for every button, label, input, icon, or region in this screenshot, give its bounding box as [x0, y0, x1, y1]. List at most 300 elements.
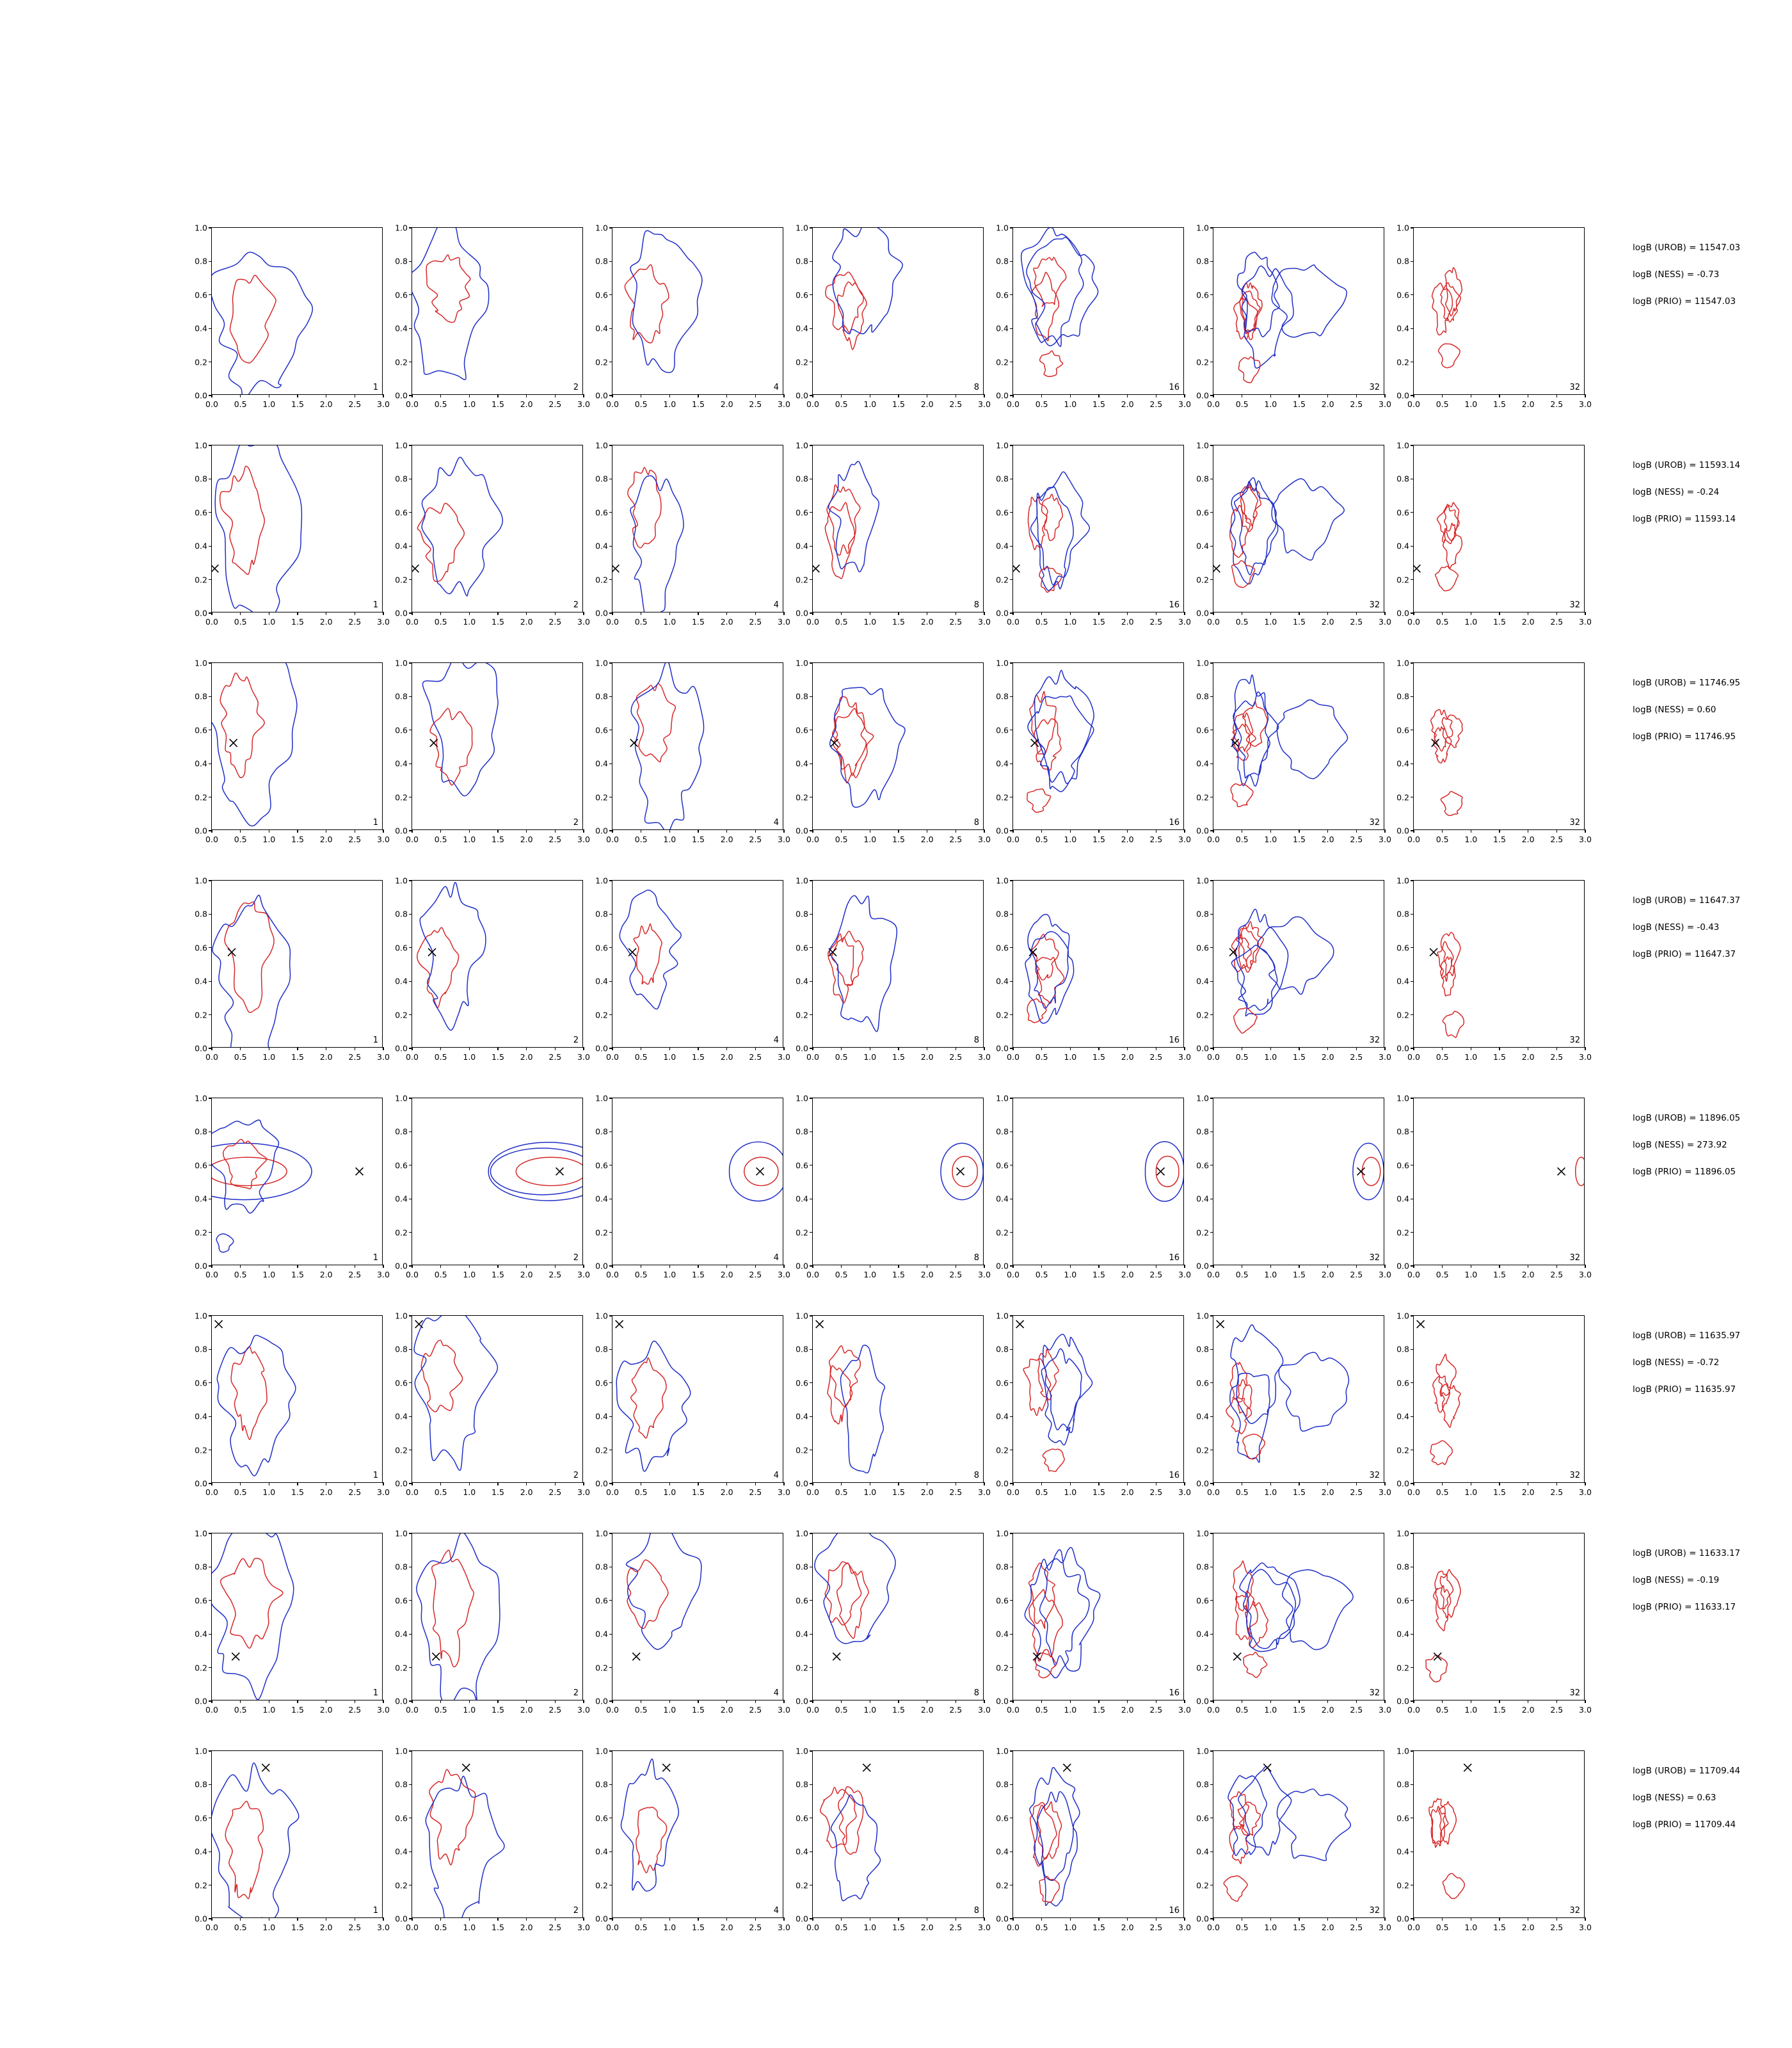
contour-urob	[1230, 506, 1251, 557]
y-axis-tick-mark	[810, 1784, 813, 1785]
contour-panel	[1396, 1311, 1592, 1497]
x-axis-tick-label: 1.5	[291, 617, 304, 627]
y-axis-tick-label: 1.0	[996, 440, 1009, 451]
x-axis-tick-mark	[898, 1482, 899, 1485]
x-axis-tick-label: 0.0	[205, 1270, 218, 1279]
logb-annotation: logB (UROB) = 11709.44	[1633, 1766, 1741, 1776]
y-axis-tick-label: 1.0	[796, 1311, 808, 1321]
panel-nlive-label: 4	[773, 1906, 779, 1916]
x-axis-tick-label: 2.0	[720, 1923, 733, 1932]
y-axis-tick-mark	[1010, 328, 1013, 329]
contour-ness	[217, 1335, 296, 1476]
contour-urob	[1156, 1156, 1179, 1187]
x-axis-tick-mark	[469, 1047, 470, 1050]
x-axis-tick-mark	[1127, 394, 1128, 397]
x-axis-tick-label: 2.0	[319, 835, 333, 844]
y-axis-tick-mark	[1010, 1232, 1013, 1233]
y-axis-tick-label: 0.6	[1196, 508, 1209, 518]
x-axis-tick-mark	[1356, 1917, 1357, 1921]
x-axis-tick-label: 3.0	[1379, 617, 1391, 627]
x-axis-tick-label: 0.0	[606, 617, 619, 627]
y-axis-tick-label: 1.0	[1196, 1311, 1209, 1321]
x-axis-tick-mark	[526, 1047, 527, 1050]
x-axis-tick-label: 2.5	[1550, 1923, 1564, 1932]
x-axis-tick-label: 0.0	[205, 1923, 218, 1932]
y-axis-tick-mark	[409, 696, 412, 697]
x-axis-tick-label: 1.5	[892, 617, 905, 627]
y-axis-tick-label: 0.2	[1396, 792, 1409, 803]
contour-urob	[825, 1562, 861, 1625]
panel-nlive-label: 4	[773, 600, 779, 610]
y-axis-tick-label: 0.6	[1396, 1596, 1409, 1606]
x-axis-tick-mark	[1184, 1265, 1185, 1268]
x-axis-tick-label: 3.0	[377, 1270, 390, 1279]
contour-urob	[212, 1157, 287, 1185]
y-axis-tick-label: 0.0	[1196, 1696, 1209, 1706]
y-axis-tick-label: 0.8	[796, 256, 808, 266]
y-axis-tick-label: 0.0	[996, 1478, 1009, 1489]
truth-marker-x	[863, 1764, 870, 1772]
truth-marker-x	[816, 1320, 824, 1328]
y-axis-tick-label: 0.4	[796, 1411, 808, 1421]
y-axis-tick-label: 0.8	[1196, 256, 1209, 266]
y-axis-tick-label: 0.0	[996, 1261, 1009, 1271]
x-axis-tick-mark	[1556, 1917, 1557, 1921]
x-axis-tick-label: 0.0	[1007, 1487, 1020, 1497]
contour-ness	[212, 1763, 299, 1917]
contour-panel	[1396, 1746, 1592, 1932]
x-axis-tick-mark	[841, 612, 842, 615]
y-axis-tick-label: 0.8	[996, 256, 1009, 266]
y-axis-tick-label: 0.8	[1396, 256, 1409, 266]
y-axis-tick-label: 0.6	[1396, 1813, 1409, 1823]
y-axis-tick-mark	[209, 1750, 212, 1751]
x-axis-tick-label: 1.5	[1293, 1052, 1306, 1062]
x-axis-tick-label: 3.0	[1178, 1270, 1191, 1279]
x-axis-tick-label: 0.5	[835, 399, 848, 409]
x-axis-tick-label: 0.5	[1235, 1705, 1249, 1715]
contour-urob	[231, 1347, 267, 1439]
truth-marker-x	[1157, 1167, 1165, 1175]
y-axis-tick-label: 0.4	[1196, 976, 1209, 986]
x-axis-tick-mark	[440, 1917, 441, 1921]
y-axis-tick-label: 0.0	[1396, 1043, 1409, 1053]
x-axis-tick-label: 0.0	[1007, 1923, 1020, 1932]
y-axis-tick-mark	[409, 981, 412, 982]
y-axis-tick-mark	[810, 1014, 813, 1015]
x-axis-tick-label: 2.5	[348, 1052, 362, 1062]
x-axis-tick-label: 2.0	[520, 1052, 533, 1062]
x-axis-tick-label: 3.0	[1579, 399, 1592, 409]
x-axis-tick-mark	[1184, 829, 1185, 833]
x-axis-tick-label: 2.5	[1550, 1270, 1564, 1279]
x-axis-tick-mark	[783, 394, 784, 397]
x-axis-tick-mark	[240, 1482, 241, 1485]
x-axis-tick-label: 1.5	[892, 399, 905, 409]
panel-nlive-label: 4	[773, 1471, 779, 1480]
y-axis-tick-label: 0.2	[395, 1010, 408, 1020]
logb-annotation: logB (NESS) = 0.60	[1633, 705, 1716, 715]
contour-panel	[195, 440, 390, 627]
x-axis-tick-label: 1.0	[1464, 1923, 1478, 1932]
contour-urob	[1039, 1876, 1059, 1903]
x-axis-tick-label: 2.0	[1121, 1270, 1134, 1279]
x-axis-tick-label: 1.5	[692, 1923, 705, 1932]
y-axis-tick-label: 0.4	[395, 541, 408, 551]
x-axis-tick-label: 1.5	[892, 1705, 905, 1715]
contour-urob	[220, 466, 265, 574]
x-axis-tick-label: 0.5	[835, 1487, 848, 1497]
y-axis-tick-label: 0.0	[996, 826, 1009, 836]
x-axis-tick-mark	[726, 394, 727, 397]
y-axis-tick-label: 0.4	[395, 758, 408, 769]
x-axis-tick-label: 0.5	[1436, 1487, 1449, 1497]
x-axis-tick-label: 0.0	[606, 1052, 619, 1062]
x-axis-tick-label: 2.0	[520, 1487, 533, 1497]
y-axis-tick-mark	[609, 1667, 612, 1668]
x-axis-tick-label: 0.5	[1235, 1923, 1249, 1932]
y-axis-tick-mark	[1411, 914, 1414, 915]
x-axis-tick-label: 2.0	[520, 1705, 533, 1715]
x-axis-tick-label: 3.0	[778, 1487, 790, 1497]
y-axis-tick-mark	[1411, 546, 1414, 547]
x-axis-tick-mark	[211, 829, 212, 833]
panel-nlive-label: 32	[1369, 1036, 1380, 1045]
x-axis-tick-label: 0.5	[1035, 1705, 1048, 1715]
x-axis-tick-label: 2.5	[548, 1270, 562, 1279]
x-axis-tick-mark	[1327, 394, 1328, 397]
y-axis-tick-mark	[1411, 261, 1414, 262]
y-axis-tick-mark	[209, 227, 212, 228]
x-axis-tick-mark	[755, 1700, 756, 1703]
y-axis-tick-label: 0.2	[1196, 1663, 1209, 1673]
x-axis-tick-label: 3.0	[1178, 1923, 1191, 1932]
x-axis-tick-label: 2.5	[1350, 835, 1363, 844]
contour-panel	[395, 1093, 590, 1279]
x-axis-tick-label: 2.5	[1350, 617, 1363, 627]
y-axis-tick-mark	[209, 1667, 212, 1668]
x-axis-tick-mark	[240, 1917, 241, 1921]
y-axis-tick-label: 1.0	[195, 876, 207, 886]
y-axis-tick-label: 0.8	[195, 1779, 207, 1789]
x-axis-tick-mark	[1127, 1482, 1128, 1485]
contour-urob	[634, 924, 662, 984]
y-axis-tick-label: 0.4	[195, 1846, 207, 1857]
x-axis-tick-label: 2.0	[319, 1705, 333, 1715]
contour-ness	[212, 1143, 312, 1199]
x-axis-tick-label: 3.0	[978, 1270, 991, 1279]
y-axis-tick-label: 0.0	[1196, 1914, 1209, 1924]
x-axis-tick-label: 1.5	[1092, 1705, 1105, 1715]
x-axis-tick-mark	[1356, 612, 1357, 615]
y-axis-tick-label: 0.8	[796, 1562, 808, 1572]
x-axis-tick-label: 1.0	[863, 1052, 877, 1062]
x-axis-tick-label: 2.0	[720, 399, 733, 409]
y-axis-tick-mark	[1210, 1784, 1213, 1785]
x-axis-tick-label: 2.5	[1149, 1923, 1163, 1932]
y-axis-tick-label: 0.2	[1396, 575, 1409, 585]
panel-nlive-label: 16	[1169, 1471, 1180, 1480]
x-axis-tick-mark	[1442, 1482, 1443, 1485]
x-axis-tick-mark	[1327, 829, 1328, 833]
x-axis-tick-label: 2.5	[348, 1270, 362, 1279]
y-axis-tick-mark	[1411, 1349, 1414, 1350]
y-axis-tick-mark	[1010, 1667, 1013, 1668]
y-axis-tick-label: 0.8	[395, 1562, 408, 1572]
y-axis-tick-label: 0.8	[996, 1779, 1009, 1789]
y-axis-tick-mark	[609, 1784, 612, 1785]
x-axis-tick-label: 1.0	[1064, 1487, 1077, 1497]
panel-nlive-label: 2	[573, 1036, 579, 1045]
x-axis-tick-label: 2.0	[920, 1923, 934, 1932]
x-axis-tick-label: 1.5	[1293, 1705, 1306, 1715]
x-axis-tick-mark	[1499, 394, 1500, 397]
x-axis-tick-label: 0.0	[606, 1487, 619, 1497]
x-axis-tick-mark	[1270, 1482, 1271, 1485]
x-axis-tick-label: 3.0	[377, 1487, 390, 1497]
x-axis-tick-label: 0.5	[1436, 835, 1449, 844]
y-axis-tick-label: 0.8	[195, 1344, 207, 1354]
y-axis-tick-label: 0.4	[395, 1411, 408, 1421]
y-axis-tick-label: 0.0	[395, 1478, 408, 1489]
x-axis-tick-label: 3.0	[978, 399, 991, 409]
panel-nlive-label: 1	[372, 1688, 378, 1698]
y-axis-tick-label: 0.0	[796, 390, 808, 401]
y-axis-tick-label: 0.4	[195, 758, 207, 769]
x-axis-tick-mark	[812, 394, 813, 397]
truth-marker-x	[230, 739, 237, 747]
x-axis-tick-label: 0.0	[1007, 835, 1020, 844]
y-axis-tick-label: 0.2	[195, 357, 207, 367]
contour-ness	[216, 1234, 234, 1252]
x-axis-tick-mark	[1070, 1917, 1071, 1921]
y-axis-tick-label: 0.2	[796, 1445, 808, 1455]
x-axis-tick-label: 0.5	[1235, 617, 1249, 627]
x-axis-tick-mark	[1012, 1917, 1013, 1921]
y-axis-tick-label: 0.8	[595, 909, 608, 919]
y-axis-tick-label: 0.4	[195, 1629, 207, 1639]
y-axis-tick-label: 0.2	[1196, 575, 1209, 585]
x-axis-tick-label: 1.0	[863, 1923, 877, 1932]
y-axis-tick-mark	[409, 294, 412, 295]
x-axis-tick-mark	[1327, 1700, 1328, 1703]
contour-urob	[421, 1340, 462, 1412]
x-axis-tick-label: 3.0	[778, 1923, 790, 1932]
x-axis-tick-label: 0.5	[835, 1052, 848, 1062]
contour-panel	[395, 223, 590, 409]
y-axis-tick-label: 0.2	[1196, 357, 1209, 367]
x-axis-tick-mark	[1442, 394, 1443, 397]
y-axis-tick-label: 1.0	[996, 1311, 1009, 1321]
x-axis-tick-label: 1.0	[1464, 1052, 1478, 1062]
y-axis-tick-label: 0.6	[395, 1596, 408, 1606]
panel-nlive-label: 1	[372, 383, 378, 392]
contour-panel	[195, 1093, 390, 1279]
contour-ness	[1353, 1143, 1384, 1199]
y-axis-tick-label: 0.2	[195, 1663, 207, 1673]
y-axis-tick-label: 0.2	[595, 1010, 608, 1020]
truth-marker-x	[215, 1320, 223, 1328]
contour-panel	[1196, 223, 1391, 409]
y-axis-tick-label: 0.6	[796, 290, 808, 300]
x-axis-tick-mark	[898, 1700, 899, 1703]
contour-panel	[395, 440, 590, 627]
contour-ness	[1028, 915, 1069, 1009]
y-axis-tick-mark	[609, 1634, 612, 1635]
y-axis-tick-label: 0.6	[796, 943, 808, 953]
truth-marker-x	[1217, 1320, 1224, 1328]
x-axis-tick-label: 1.0	[262, 399, 276, 409]
x-axis-tick-label: 2.5	[1350, 1052, 1363, 1062]
x-axis-tick-mark	[583, 394, 584, 397]
y-axis-tick-label: 0.2	[996, 1880, 1009, 1891]
x-axis-tick-label: 0.5	[634, 1923, 648, 1932]
y-axis-tick-mark	[810, 512, 813, 513]
truth-marker-x	[556, 1167, 564, 1175]
y-axis-tick-label: 0.4	[195, 1194, 207, 1204]
y-axis-tick-label: 1.0	[1396, 1528, 1409, 1539]
x-axis-tick-mark	[1499, 1700, 1500, 1703]
y-axis-tick-label: 0.0	[195, 1914, 207, 1924]
x-axis-tick-mark	[812, 1047, 813, 1050]
y-axis-tick-mark	[1010, 579, 1013, 580]
y-axis-tick-label: 0.0	[395, 1261, 408, 1271]
y-axis-tick-label: 0.6	[595, 1160, 608, 1171]
x-axis-tick-mark	[726, 1047, 727, 1050]
y-axis-tick-label: 0.4	[595, 758, 608, 769]
y-axis-tick-label: 1.0	[395, 440, 408, 451]
x-axis-tick-label: 1.5	[892, 835, 905, 844]
x-axis-tick-mark	[297, 1047, 298, 1050]
y-axis-tick-mark	[1411, 947, 1414, 948]
x-axis-tick-label: 2.0	[920, 399, 934, 409]
y-axis-tick-label: 1.0	[395, 1311, 408, 1321]
x-axis-tick-label: 1.0	[1064, 1270, 1077, 1279]
x-axis-tick-label: 2.5	[548, 835, 562, 844]
x-axis-tick-mark	[1413, 612, 1414, 615]
y-axis-tick-mark	[609, 880, 612, 881]
x-axis-tick-label: 2.0	[1121, 1705, 1134, 1715]
x-axis-tick-label: 0.0	[1207, 399, 1220, 409]
y-axis-tick-label: 0.2	[595, 792, 608, 803]
y-axis-tick-label: 0.4	[1196, 1629, 1209, 1639]
y-axis-tick-label: 0.6	[996, 508, 1009, 518]
x-axis-tick-mark	[898, 1047, 899, 1050]
x-axis-tick-label: 2.5	[348, 1705, 362, 1715]
y-axis-tick-label: 1.0	[1396, 1311, 1409, 1321]
x-axis-tick-mark	[583, 1047, 584, 1050]
panel-nlive-label: 8	[973, 818, 979, 828]
x-axis-tick-mark	[1413, 1482, 1414, 1485]
x-axis-tick-mark	[555, 1482, 556, 1485]
y-axis-tick-label: 0.4	[1196, 323, 1209, 333]
x-axis-tick-label: 3.0	[577, 1270, 590, 1279]
contour-panel	[195, 876, 390, 1062]
x-axis-tick-label: 0.0	[406, 1923, 419, 1932]
x-axis-tick-label: 0.0	[806, 1923, 819, 1932]
x-axis-tick-label: 0.0	[1407, 1923, 1420, 1932]
y-axis-tick-label: 0.8	[595, 474, 608, 484]
contour-ness	[1277, 1789, 1350, 1860]
y-axis-tick-mark	[409, 947, 412, 948]
panel-nlive-label: 16	[1169, 1688, 1180, 1698]
x-axis-tick-mark	[1012, 1265, 1013, 1268]
x-axis-tick-label: 0.0	[606, 1923, 619, 1932]
y-axis-tick-label: 0.2	[395, 1228, 408, 1238]
x-axis-tick-mark	[469, 829, 470, 833]
panel-nlive-label: 32	[1569, 1906, 1580, 1916]
x-axis-tick-label: 3.0	[1379, 1487, 1391, 1497]
panel-nlive-label: 8	[973, 1906, 979, 1916]
contour-urob	[221, 1558, 283, 1648]
truth-marker-x	[612, 564, 619, 572]
y-axis-tick-mark	[1010, 696, 1013, 697]
x-axis-tick-mark	[1184, 394, 1185, 397]
x-axis-tick-mark	[1499, 1917, 1500, 1921]
x-axis-tick-mark	[841, 1700, 842, 1703]
x-axis-tick-mark	[555, 1917, 556, 1921]
x-axis-tick-mark	[497, 394, 498, 397]
x-axis-tick-label: 0.5	[434, 1923, 447, 1932]
x-axis-tick-label: 0.5	[835, 1923, 848, 1932]
y-axis-tick-label: 0.6	[1396, 943, 1409, 953]
contour-panel	[1396, 440, 1592, 627]
x-axis-tick-label: 2.0	[319, 1270, 333, 1279]
x-axis-tick-label: 3.0	[577, 1487, 590, 1497]
y-axis-tick-label: 1.0	[996, 658, 1009, 668]
y-axis-tick-label: 0.4	[195, 1411, 207, 1421]
x-axis-tick-label: 0.0	[1007, 1705, 1020, 1715]
x-axis-tick-label: 0.5	[634, 399, 648, 409]
y-axis-tick-label: 0.8	[796, 691, 808, 701]
y-axis-tick-label: 0.0	[996, 1043, 1009, 1053]
x-axis-tick-label: 1.0	[663, 1487, 676, 1497]
truth-marker-x	[1031, 739, 1039, 747]
y-axis-tick-label: 1.0	[996, 1528, 1009, 1539]
y-axis-tick-label: 0.8	[395, 691, 408, 701]
logb-annotation: logB (UROB) = 11635.97	[1633, 1331, 1741, 1341]
x-axis-tick-mark	[469, 394, 470, 397]
y-axis-tick-label: 0.4	[996, 1629, 1009, 1639]
x-axis-tick-mark	[1270, 1047, 1271, 1050]
x-axis-tick-mark	[1384, 1265, 1385, 1268]
x-axis-tick-label: 1.0	[1464, 835, 1478, 844]
panel-nlive-label: 4	[773, 1688, 779, 1698]
x-axis-tick-mark	[726, 1265, 727, 1268]
y-axis-tick-label: 0.0	[1396, 1261, 1409, 1271]
x-axis-tick-mark	[755, 1265, 756, 1268]
x-axis-tick-mark	[1098, 1265, 1099, 1268]
x-axis-tick-label: 0.5	[1436, 617, 1449, 627]
y-axis-tick-label: 1.0	[796, 1093, 808, 1103]
x-axis-tick-mark	[1413, 1917, 1414, 1921]
x-axis-tick-mark	[1098, 1047, 1099, 1050]
contour-ness	[833, 228, 902, 334]
x-axis-tick-mark	[469, 1265, 470, 1268]
y-axis-tick-mark	[209, 1014, 212, 1015]
x-axis-tick-label: 2.5	[1550, 617, 1564, 627]
y-axis-tick-label: 1.0	[1396, 658, 1409, 668]
y-axis-tick-mark	[409, 1750, 412, 1751]
x-axis-tick-mark	[211, 394, 212, 397]
x-axis-tick-mark	[1270, 1700, 1271, 1703]
x-axis-tick-label: 1.0	[1264, 1923, 1277, 1932]
y-axis-tick-mark	[1010, 914, 1013, 915]
x-axis-tick-label: 1.5	[892, 1052, 905, 1062]
y-axis-tick-mark	[209, 1349, 212, 1350]
truth-marker-x	[616, 1320, 623, 1328]
x-axis-tick-label: 0.0	[205, 1705, 218, 1715]
